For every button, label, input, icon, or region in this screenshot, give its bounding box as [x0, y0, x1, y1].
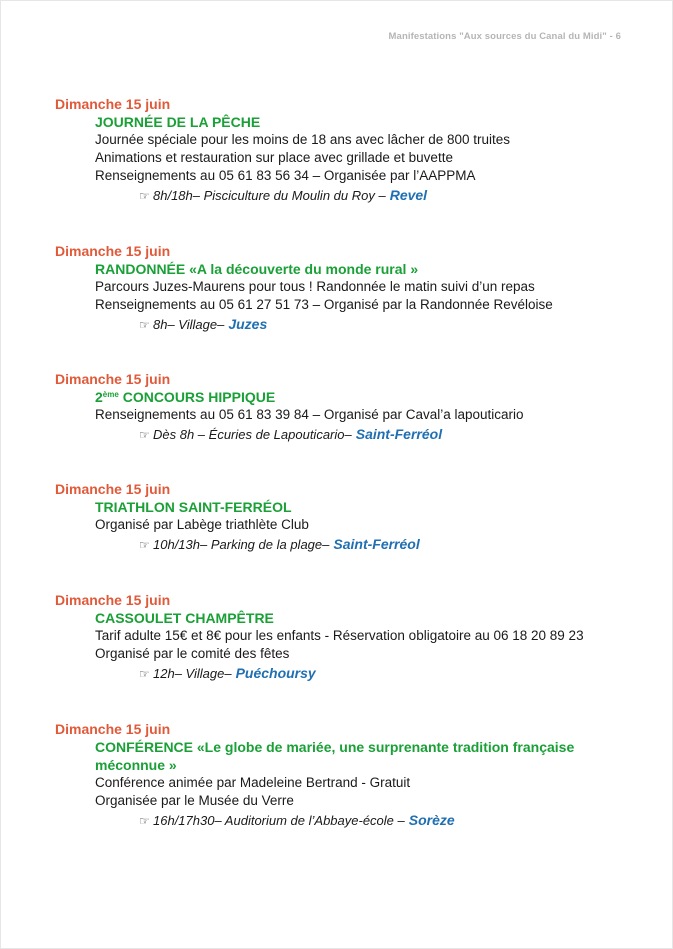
- event-when: 8h/18h– Pisciculture du Moulin du Roy –: [153, 188, 386, 203]
- event-date: Dimanche 15 juin: [55, 481, 171, 497]
- event-place: Saint-Ferréol: [355, 426, 443, 442]
- event-date: Dimanche 15 juin: [55, 243, 171, 259]
- event-info: [139, 185, 645, 206]
- event-item: [55, 720, 645, 831]
- event-line: Conférence animée par Madeleine Bertrand - Gratuit: [95, 775, 411, 790]
- event-title: TRIATHLON SAINT-FERRÉOL: [95, 499, 292, 515]
- event-info: [139, 810, 645, 831]
- event-item: [55, 95, 645, 206]
- event-date: Dimanche 15 juin: [55, 371, 171, 387]
- event-line: Renseignements au 05 61 83 39 84 – Organisé par Caval’a lapouticario: [95, 407, 524, 422]
- event-title-text: CONCOURS HIPPIQUE: [122, 389, 276, 405]
- event-line: Organisée par le Musée du Verre: [95, 793, 294, 808]
- event-line: Organisé par Labège triathlète Club: [95, 517, 309, 532]
- event-info: [139, 424, 645, 445]
- hand-pointing-icon: ☞: [139, 667, 150, 681]
- event-place: Puéchoursy: [235, 665, 316, 681]
- hand-pointing-icon: ☞: [139, 428, 150, 442]
- hand-pointing-icon: ☞: [139, 538, 150, 552]
- hand-pointing-icon: ☞: [139, 814, 150, 828]
- event-line: Renseignements au 05 61 83 56 34 – Organisée par l’AAPPMA: [95, 168, 476, 183]
- hand-pointing-icon: ☞: [139, 318, 150, 332]
- event-place: Revel: [389, 187, 428, 203]
- event-when: 12h– Village–: [153, 666, 232, 681]
- event-title: [95, 388, 645, 406]
- events-list: [55, 95, 645, 831]
- event-line: Animations et restauration sur place avec grillade et buvette: [95, 150, 453, 165]
- event-place: Juzes: [228, 316, 268, 332]
- event-item: [55, 591, 645, 684]
- event-item: [55, 370, 645, 445]
- event-title-continued: méconnue »: [95, 757, 177, 773]
- event-line: Parcours Juzes-Maurens pour tous ! Randonnée le matin suivi d’un repas: [95, 279, 535, 294]
- event-line: Renseignements au 05 61 27 51 73 – Organisé par la Randonnée Revéloise: [95, 297, 553, 312]
- hand-pointing-icon: ☞: [139, 189, 150, 203]
- event-date: Dimanche 15 juin: [55, 96, 171, 112]
- event-date: Dimanche 15 juin: [55, 721, 171, 737]
- event-info: [139, 534, 645, 555]
- event-info: [139, 663, 645, 684]
- event-title-number: 2: [95, 389, 103, 405]
- event-title: RANDONNÉE «A la découverte du monde rural »: [95, 261, 419, 277]
- event-when: Dès 8h – Écuries de Lapouticario–: [153, 427, 352, 442]
- event-when: 8h– Village–: [153, 317, 225, 332]
- event-when: 10h/13h– Parking de la plage–: [153, 537, 330, 552]
- event-title: CASSOULET CHAMPÊTRE: [95, 610, 274, 626]
- event-line: Organisé par le comité des fêtes: [95, 646, 290, 661]
- event-item: [55, 480, 645, 555]
- event-when: 16h/17h30– Auditorium de l’Abbaye-école –: [153, 813, 405, 828]
- event-date: Dimanche 15 juin: [55, 592, 171, 608]
- event-title: CONFÉRENCE «Le globe de mariée, une surprenante tradition française: [95, 739, 575, 755]
- event-title: JOURNÉE DE LA PÊCHE: [95, 114, 261, 130]
- event-line: Tarif adulte 15€ et 8€ pour les enfants - Réservation obligatoire au 06 18 20 89 23: [95, 628, 584, 643]
- event-title-sup: ème: [102, 390, 119, 399]
- event-info: [139, 314, 645, 335]
- running-header: Manifestations "Aux sources du Canal du Midi" - 6: [388, 31, 621, 42]
- event-line: Journée spéciale pour les moins de 18 ans avec lâcher de 800 truites: [95, 132, 510, 147]
- event-place: Saint-Ferréol: [333, 536, 420, 552]
- event-item: [55, 242, 645, 335]
- event-place: Sorèze: [408, 812, 455, 828]
